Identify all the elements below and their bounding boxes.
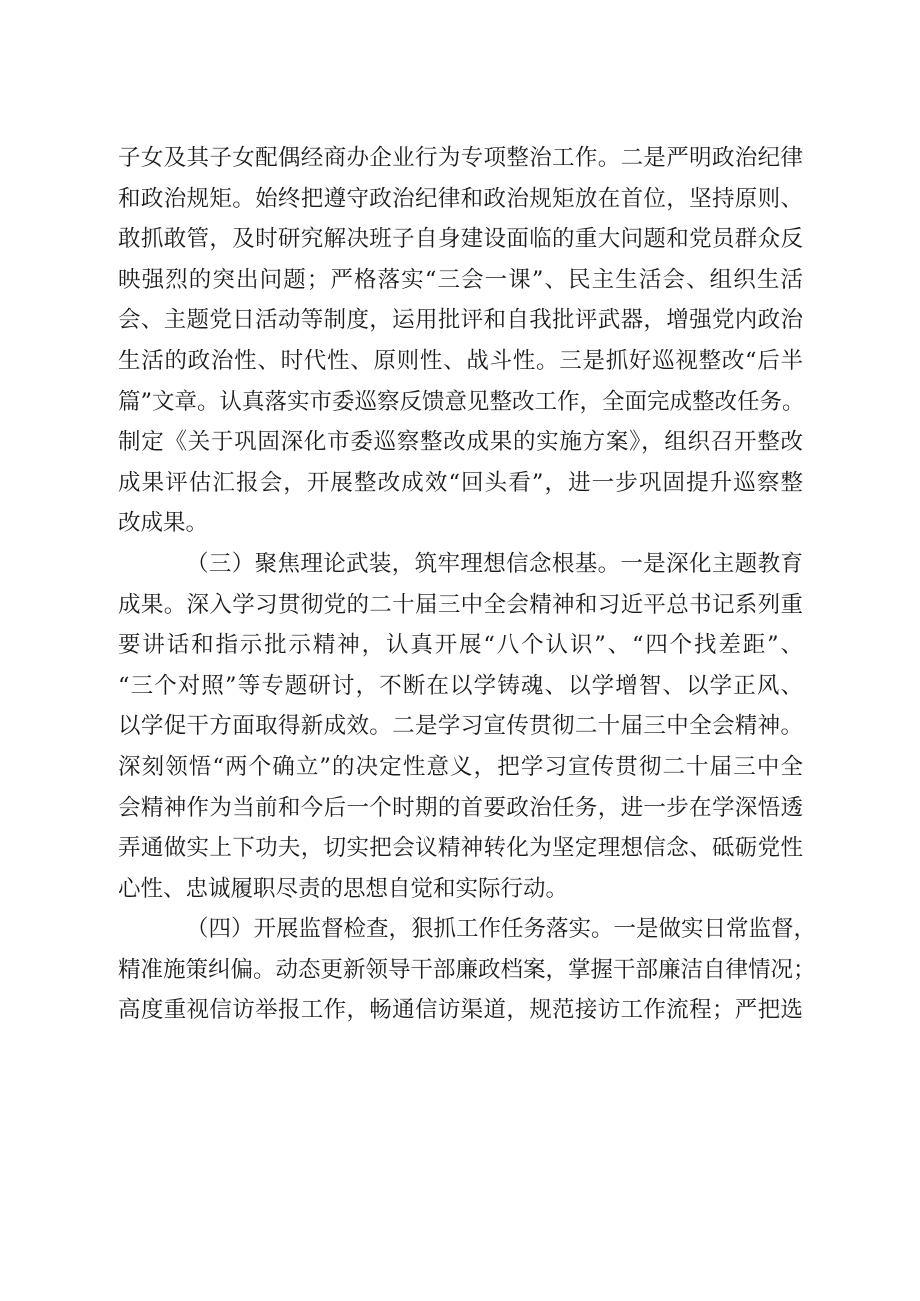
text-line: 敢抓敢管，及时研究解决班子自身建设面临的重大问题和党员群众反	[118, 226, 803, 253]
paragraph-3	[118, 909, 817, 1031]
text-line: 改成果。	[118, 510, 209, 537]
text-line: 生活的政治性、时代性、原则性、战斗性。三是抓好巡视整改“后半	[118, 347, 803, 374]
text-line: “三个对照”等专题研讨，不断在以学铸魂、以学增智、以学正风、	[118, 672, 803, 699]
text-line: 和政治规矩。始终把遵守政治纪律和政治规矩放在首位，坚持原则、	[118, 185, 803, 212]
text-line: 会、主题党日活动等制度，运用批评和自我批评武器，增强党内政治	[118, 307, 803, 334]
text-line: 深刻领悟“两个确立”的决定性意义，把学习宣传贯彻二十届三中全	[118, 753, 803, 780]
text-line: 精准施策纠偏。动态更新领导干部廉政档案，掌握干部廉洁自律情况；	[118, 956, 816, 983]
text-line: 映强烈的突出问题；严格落实“三会一课”、民主生活会、组织生活	[118, 266, 803, 293]
paragraph-2	[118, 544, 803, 909]
text-line: 弄通做实上下功夫，切实把会议精神转化为坚定理想信念、砥砺党性	[118, 835, 803, 862]
text-line: 高度重视信访举报工作，畅通信访渠道，规范接访工作流程；严把选	[118, 997, 803, 1024]
text-line: 篇”文章。认真落实市委巡察反馈意见整改工作，全面完成整改任务。	[118, 388, 805, 415]
paragraph-1	[118, 138, 803, 544]
text-line: 制定《关于巩固深化市委巡察整改成果的实施方案》，组织召开整改	[118, 429, 803, 456]
text-line: 心性、忠诚履职尽责的思想自觉和实际行动。	[118, 875, 569, 902]
text-line: 会精神作为当前和今后一个时期的首要政治任务，进一步在学深悟透	[118, 794, 803, 821]
section-heading-line: （四）开展监督检查，狠抓工作任务落实。一是做实日常监督，	[186, 916, 817, 943]
text-line: 成果。深入学习贯彻党的二十届三中全会精神和习近平总书记系列重	[118, 591, 803, 618]
text-line: 子女及其子女配偶经商办企业行为专项整治工作。二是严明政治纪律	[118, 145, 803, 171]
text-line: 要讲话和指示批示精神，认真开展“八个认识”、“四个找差距”、	[118, 632, 803, 659]
section-heading-line: （三）聚焦理论武装，筑牢理想信念根基。一是深化主题教育	[186, 550, 803, 577]
text-line: 成果评估汇报会，开展整改成效“回头看”，进一步巩固提升巡察整	[118, 469, 803, 496]
text-line: 以学促干方面取得新成效。二是学习宣传贯彻二十届三中全会精神。	[118, 713, 803, 740]
document-body	[118, 138, 817, 1031]
